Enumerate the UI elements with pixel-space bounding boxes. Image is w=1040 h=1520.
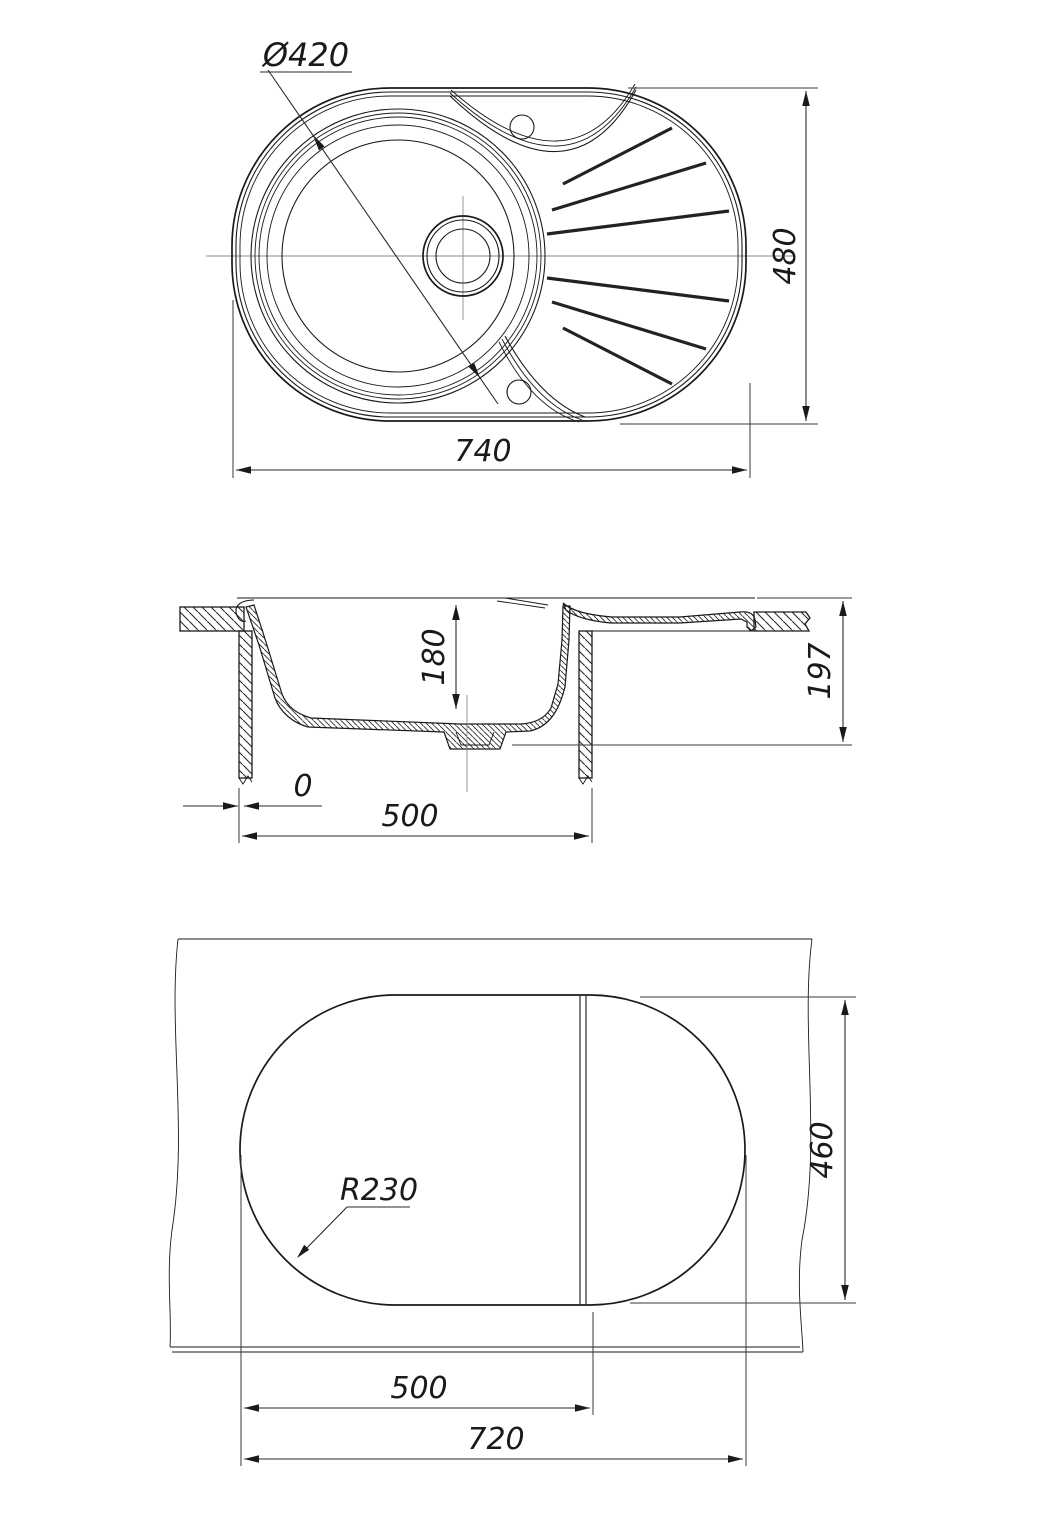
cutout-view (169, 939, 856, 1466)
dimension-edge-offset (183, 769, 322, 843)
label-overall-width: 740 (454, 434, 512, 469)
faucet-deck-top (450, 84, 636, 152)
faucet-hole-bottom (507, 380, 531, 404)
cabinet-panel-right (579, 631, 592, 784)
top-view (206, 36, 818, 478)
dimension-overall-width (233, 300, 750, 478)
label-overall-height: 480 (768, 227, 803, 285)
label-cutout-length: 720 (467, 1422, 525, 1457)
dimension-cutout-length (244, 1155, 746, 1466)
label-cutout-width-section: 500 (381, 799, 439, 834)
dimension-bowl-depth (417, 605, 456, 709)
label-cutout-width: 500 (390, 1371, 448, 1406)
faucet-deck-bottom (499, 336, 585, 422)
drainboard-section (563, 603, 756, 631)
break-line-left (169, 939, 178, 1347)
countertop-section-right (754, 612, 810, 631)
cabinet-panel-left (239, 631, 252, 784)
countertop-plan (169, 939, 812, 1352)
bowl-wall-section (246, 605, 570, 749)
label-total-depth: 197 (803, 642, 838, 700)
label-bowl-diameter: Ø420 (262, 36, 350, 74)
countertop-section-left (180, 607, 244, 631)
label-edge-offset: 0 (293, 769, 313, 804)
section-view (180, 598, 852, 843)
dimension-corner-radius (297, 1173, 418, 1258)
label-bowl-depth: 180 (417, 628, 452, 686)
sink-section (236, 598, 756, 792)
label-corner-radius: R230 (339, 1173, 419, 1208)
cutout-outline (240, 995, 745, 1305)
label-cutout-height: 460 (805, 1121, 840, 1179)
dimension-cutout-height (630, 997, 856, 1303)
